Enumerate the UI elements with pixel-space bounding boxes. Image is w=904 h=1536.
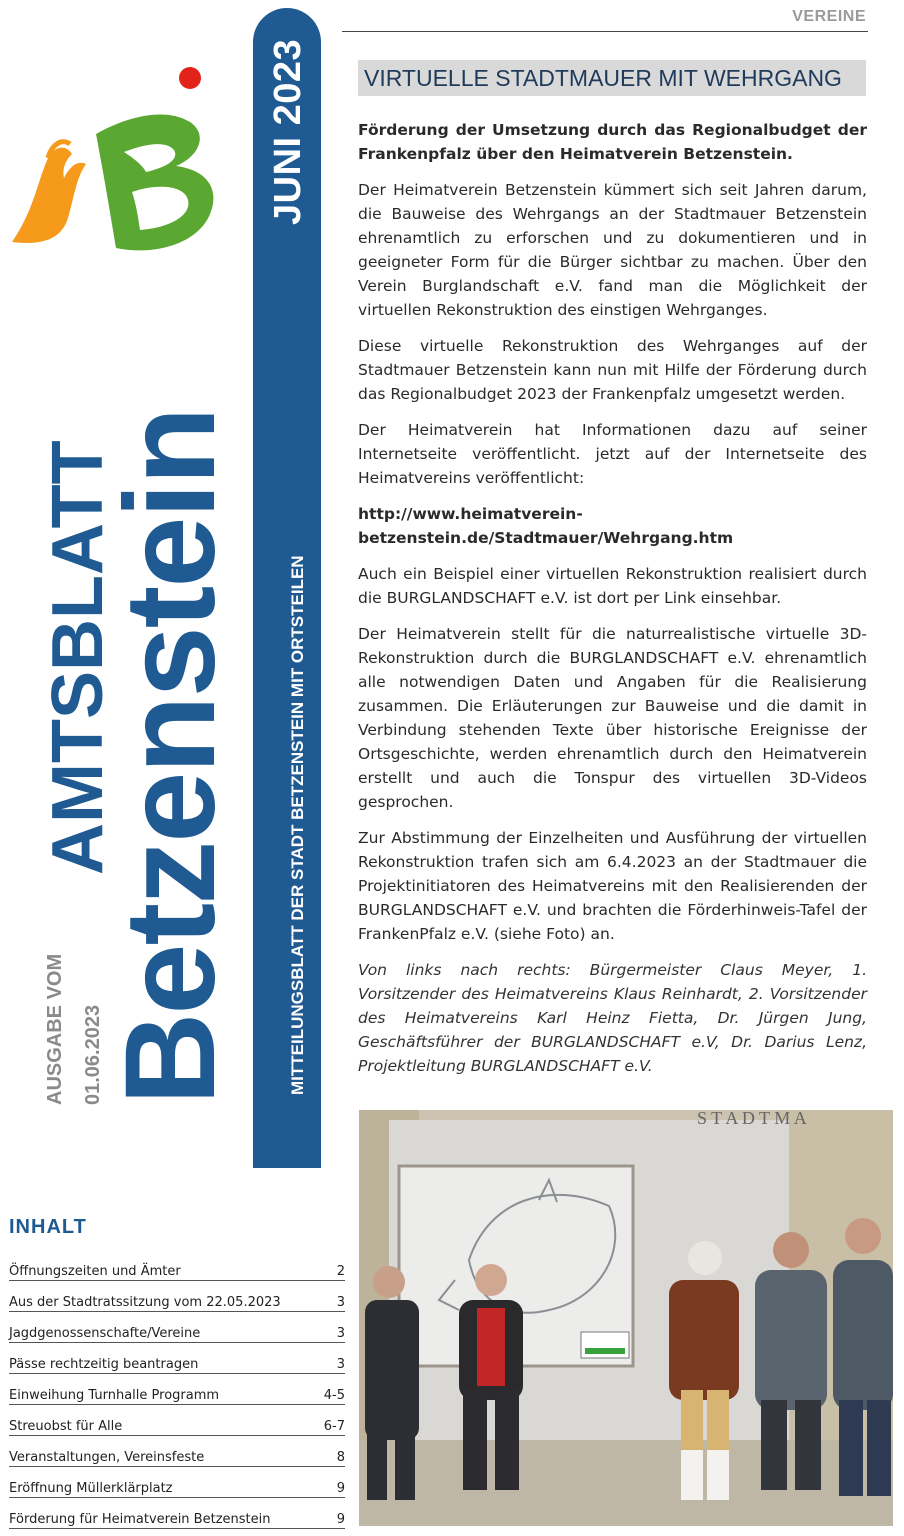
article-paragraph: Zur Abstimmung der Einzelheiten und Ausführung der virtuellen Rekonstruktion trafen sich am 6.4.2023 an der Stadtmauer die Projektinitiatoren des Heimatvereins mit den Realisierenden der BURGLANDSCHAFT e.V. und brachten die Förderhinweis-Tafel der FrankenPfalz e.V. (siehe Foto) an.	[358, 829, 867, 943]
toc-item-page: 9	[336, 1512, 345, 1527]
toc-item-label: Förderung für Heimatverein Betzenstein	[9, 1512, 271, 1527]
toc-item[interactable]	[9, 1374, 345, 1405]
toc-item-label: Öffnungszeiten und Ämter	[9, 1264, 181, 1279]
issue-month: JUNI 2023	[267, 38, 309, 225]
group-photo	[359, 1110, 893, 1526]
edition-date: 01.06.2023	[82, 1004, 104, 1105]
toc-item-label: Streuobst für Alle	[9, 1419, 123, 1434]
toc-item[interactable]	[9, 1343, 345, 1374]
article-paragraph: Auch ein Beispiel einer virtuellen Rekonstruktion realisiert durch die BURGLANDSCHAFT e.V. ist dort per Link einsehbar.	[358, 565, 867, 607]
article-headline: VIRTUELLE STADTMAUER MIT WEHRGANG	[358, 60, 866, 96]
toc-item[interactable]	[9, 1467, 345, 1498]
toc-item-page: 9	[336, 1481, 345, 1496]
toc-title: INHALT	[9, 1216, 87, 1238]
table-of-contents	[9, 1250, 345, 1529]
photo-caption: Von links nach rechts: Bürgermeister Claus Meyer, 1. Vorsitzender des Heimatvereins Klaus Reinhardt, 2. Vorsitzender des Heimatvereins Karl Heinz Fietta, Dr. Jürgen Jung, Geschäftsführer der BURGLANDSCHAFT e.V, Dr. Darius Lenz, Projektleitung BURGLANDSCHAFT e.V.	[358, 961, 867, 1075]
toc-item-label: Einweihung Turnhalle Programm	[9, 1388, 220, 1403]
article-body	[358, 118, 867, 1090]
toc-item-page: 3	[336, 1326, 345, 1341]
edition-label: AUSGABE VOM	[44, 953, 66, 1105]
toc-item-label: Jagdgenossenschafte/Vereine	[9, 1326, 201, 1341]
toc-item-label: Aus der Stadtratssitzung vom 22.05.2023	[9, 1295, 281, 1310]
toc-item-page: 8	[336, 1450, 345, 1465]
toc-item[interactable]	[9, 1281, 345, 1312]
toc-item-page: 3	[336, 1295, 345, 1310]
toc-item[interactable]	[9, 1312, 345, 1343]
header-rule	[342, 31, 868, 32]
toc-item-page: 6-7	[323, 1419, 345, 1434]
wall-lettering: S T A D T M A	[697, 1110, 807, 1128]
article-lead: Förderung der Umsetzung durch das Regionalbudget der Frankenpfalz über den Heimatverein Betzenstein.	[358, 121, 867, 163]
masthead-title-main: Betzenstein	[99, 408, 242, 1105]
toc-item[interactable]	[9, 1498, 345, 1529]
article-paragraph: Diese virtuelle Rekonstruktion des Wehrganges auf der Stadtmauer Betzenstein kann nun mit Hilfe der Förderung durch das Regionalbudget 2023 der Frankenpfalz umgesetzt werden.	[358, 337, 867, 403]
betzenstein-logo	[4, 60, 234, 260]
toc-item-label: Pässe rechtzeitig beantragen	[9, 1357, 199, 1372]
toc-item-label: Eröffnung Müllerklärplatz	[9, 1481, 173, 1496]
toc-item[interactable]	[9, 1405, 345, 1436]
masthead-subtitle: MITTEILUNGSBLATT DER STADT BETZENSTEIN MIT ORTSTEILEN	[288, 555, 307, 1095]
section-label: VEREINE	[792, 8, 866, 25]
article-paragraph: Der Heimatverein stellt für die naturrealistische virtuelle 3D-Rekonstruktion durch die BURGLANDSCHAFT e.V. ehrenamtlich alle notwendigen Daten und Angaben für die Realisierung zusammen. Die Erläuterungen zur Bauweise und die damit in Verbindung stehenden Texte über historische Ereignisse der Ortsgeschichte, werden ehrenamtlich durch den Heimatverein erstellt und auch die Tonspur des virtuellen 3D-Videos gesprochen.	[358, 625, 867, 811]
toc-item[interactable]	[9, 1436, 345, 1467]
toc-item[interactable]	[9, 1250, 345, 1281]
article-link[interactable]: http://www.heimatverein-betzenstein.de/Stadtmauer/Wehrgang.htm	[358, 505, 734, 547]
toc-item-page: 4-5	[323, 1388, 345, 1403]
article-paragraph: Der Heimatverein hat Informationen dazu auf seiner Internetseite veröffentlicht. jetzt auf der Internetseite des Heimatvereins veröffentlicht:	[358, 421, 867, 487]
toc-item-label: Veranstaltungen, Vereinsfeste	[9, 1450, 205, 1465]
article-paragraph: Der Heimatverein Betzenstein kümmert sich seit Jahren darum, die Bauweise des Wehrgangs an der Stadtmauer Betzenstein ehrenamtlich zu erforschen und zu dokumentieren und in geeigneter Form für die Bürger sichtbar zu machen. Über den Verein Burglandschaft e.V. fand man die Möglichkeit der virtuellen Rekonstruktion des einstigen Wehrganges.	[358, 181, 867, 319]
masthead-title-top: AMTSBLATT	[38, 440, 118, 875]
toc-item-page: 3	[336, 1357, 345, 1372]
toc-item-page: 2	[336, 1264, 345, 1279]
